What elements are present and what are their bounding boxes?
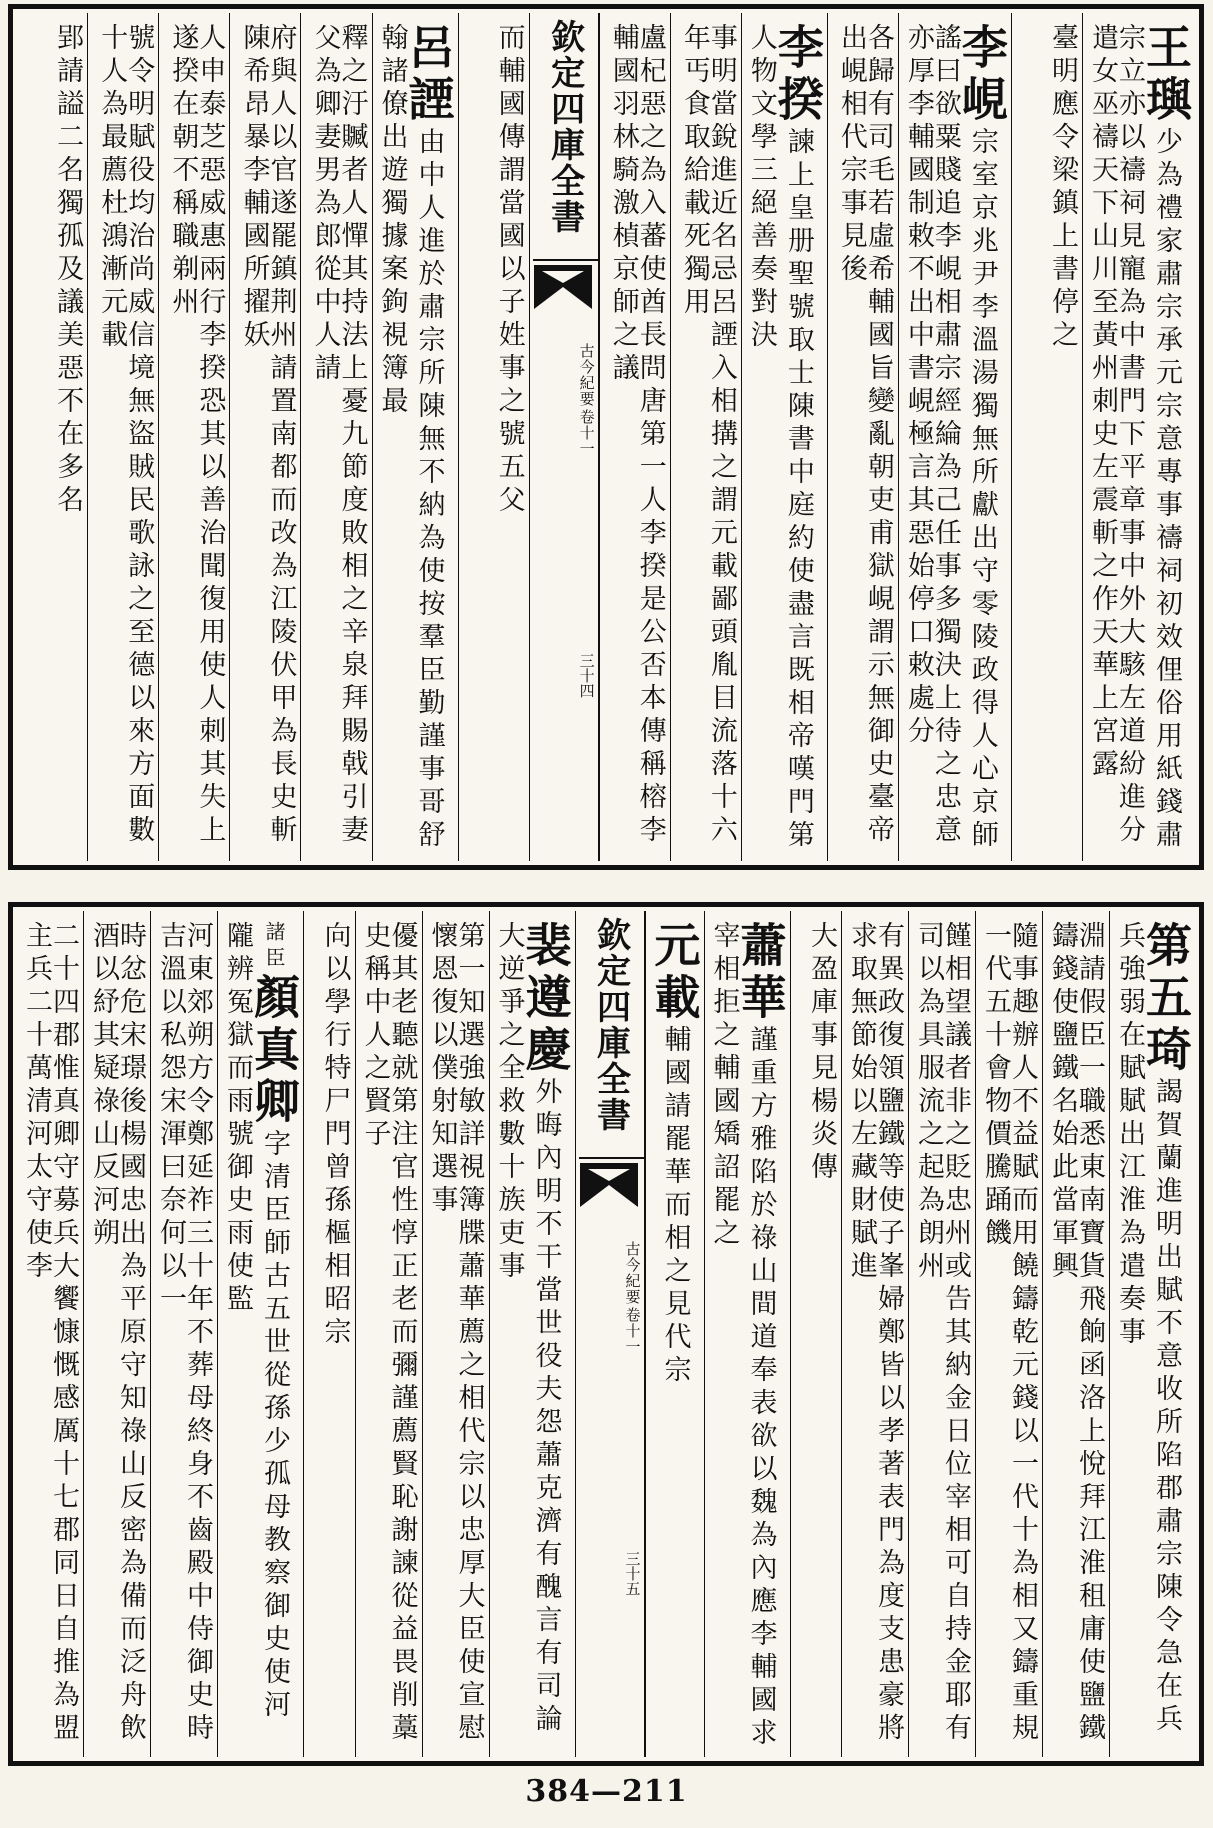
entry-name: 第五琦 <box>1139 921 1193 1077</box>
column-text: 時忿危宋璟後楊國忠出為平原守知祿山反密為備而泛舟飲酒以紓其疑祿山反河朔 <box>88 921 146 1746</box>
column-text: 二十四郡惟真卿守募兵大饗慷慨感厲十七郡同日自推為盟主兵二十萬清河太守使李 <box>21 921 79 1746</box>
text-column <box>827 13 898 861</box>
book-spine <box>575 911 645 1757</box>
column-text: 人申泰芝惡威惠兩行李揆恐其以善治聞復用使人刺其失上遂揆在朝不稱職剃州 <box>167 23 226 848</box>
text-column <box>372 13 458 861</box>
text-column <box>229 13 300 861</box>
entry-name: 李揆 <box>770 23 825 127</box>
column-text: 府與人以官遂罷鎮荆州請置南都而改為江陵伏甲為長史斬陳希昂暴李輔國所擢妖 <box>238 23 297 848</box>
column-text: 字清臣師古五世從孫少孤母教察御史使河隴辨冤獄而雨號御史雨使監 <box>222 921 290 1723</box>
column-prefix: 諸臣 <box>262 921 286 973</box>
text-column <box>1042 911 1109 1757</box>
text-column <box>645 911 704 1757</box>
fish-tail-mark-icon <box>534 265 592 309</box>
folio-number: 三十五 <box>623 1551 642 1596</box>
bottom-page <box>8 902 1204 1766</box>
page-number: 384—211 <box>525 1774 688 1809</box>
entry-name: 顏真卿 <box>247 973 301 1129</box>
column-text: 外晦內明不干當世役夫怨蕭克濟有醜言有司論大逆爭之全救數十族吏事 <box>493 921 562 1737</box>
text-column <box>422 911 489 1757</box>
text-column <box>599 13 670 861</box>
column-text: 宗室京兆尹李溫湯獨無所獻出守零陵政得人心京師謠曰欲粟賤追李峴相肅宗經綸為己任事多獨決上待之忠意亦厚李輔國制敕不出中書峴極言其惡始停口敕處分 <box>902 23 998 853</box>
spine-meta <box>530 343 598 457</box>
top-page <box>8 4 1204 870</box>
text-column <box>158 13 229 861</box>
column-text: 臺明應令梁鎮上書停之 <box>1047 23 1078 353</box>
text-column <box>83 911 150 1757</box>
book-title: 古今紀要 <box>623 1241 642 1305</box>
text-column <box>87 13 158 861</box>
column-text: 饉相望議者非之貶忠州或告其納金日位宰相可自持金耶有司以為具服流之起為朗州 <box>913 921 971 1746</box>
text-column <box>150 911 217 1757</box>
text-column <box>303 911 355 1757</box>
fish-tail-mark-icon <box>580 1163 638 1207</box>
column-text: 隨事趣辦人不益賦而用饒鑄乾元錢以一代十為相又鑄重規一代五十會物價騰踊饑 <box>980 921 1038 1746</box>
column-text: 向以學行特尸門曾孫樞相昭宗 <box>319 921 351 1350</box>
text-column <box>217 911 303 1757</box>
column-text: 有異政復領鹽鐵等使子峯婦鄭皆以孝著表門為度支患豪將求取無節始以左藏財賦進 <box>846 921 904 1746</box>
text-column <box>355 911 422 1757</box>
column-text: 各歸有司毛若虛希輔國旨變亂朝吏甫獄峴謂示無御史臺帝出峴相代宗事見後 <box>835 23 894 848</box>
column-text: 盧杞惡之為入蕃使酋長問唐第一人李揆是公否本傳稱榕李輔國羽林騎激楨京師之議 <box>607 23 666 848</box>
column-text: 而輔國傳謂當國以子姓事之號五父 <box>493 23 525 518</box>
column-text: 由中人進於肅宗所陳無不納為使按羣臣勤謹事哥舒翰諸僚出遊獨據案鉤視簿最 <box>376 23 445 853</box>
text-column <box>741 13 827 861</box>
column-text: 謁賀蘭進明出賦不意收所陷郡肅宗陳令急在兵兵強弱在賦賦出江淮為遣奏事 <box>1114 921 1182 1737</box>
volume-label: 卷十一 <box>623 1307 642 1355</box>
text-column <box>704 911 790 1757</box>
entry-name: 元載 <box>647 921 702 1025</box>
text-column <box>17 911 83 1757</box>
text-column <box>458 13 529 861</box>
text-column <box>975 911 1042 1757</box>
book-title: 古今紀要 <box>577 343 596 407</box>
column-text: 少為禮家肅宗承元宗意專事禱祠初效俚俗用紙錢肅宗立亦以禱祠見寵為中書門下平章事中外大駭左道紛進分遣女巫禱天下山川至黃州刺史左震斬之作天華上宮露 <box>1087 23 1182 853</box>
spine-meta <box>576 1241 644 1355</box>
spine-title: 欽定四庫全書 <box>533 13 598 261</box>
entry-name: 呂諲 <box>401 23 456 127</box>
column-text: 河東郊朔方令鄭延祚三十年不葬母終身不齒殿中侍御史時吉溫以私怨宋渾曰奈何以一 <box>155 921 213 1746</box>
text-column <box>17 13 87 861</box>
text-column <box>908 911 975 1757</box>
text-column <box>1082 13 1195 861</box>
entry-name: 王璵 <box>1139 23 1193 127</box>
text-column <box>898 13 1011 861</box>
column-text: 第一知選強敏詳視簿牒蕭華薦之相代宗以忠厚大臣使宣慰懷恩復以僕射知選事 <box>426 921 485 1746</box>
column-text: 優其老聽就第注官性惇正老而彌謹薦賢恥謝諫從益畏削藁史稱中人之賢子 <box>359 921 418 1746</box>
text-column <box>1109 911 1195 1757</box>
folio-number: 三十四 <box>577 653 596 698</box>
entry-name: 蕭華 <box>733 921 788 1025</box>
text-column <box>489 911 575 1757</box>
text-column <box>841 911 908 1757</box>
text-column <box>300 13 371 861</box>
column-text: 諫上皇册聖號取士陳書中庭約使盡言既相帝嘆門第人物文學三絕善奏對決 <box>745 23 814 853</box>
column-text: 謹重方雅陷於祿山間道奉表欲以魏為內應李輔國求宰相拒之輔國矯詔罷之 <box>708 921 777 1751</box>
book-spine <box>529 13 599 861</box>
text-column <box>790 911 842 1757</box>
column-text: 大盈庫事見楊炎傳 <box>806 921 837 1185</box>
bottom-columns <box>17 911 1195 1757</box>
column-text: 事明當銳進近名忌呂諲入相搆之謂元載鄙頭胤目流落十六年丐食取給載死獨用 <box>678 23 737 848</box>
text-column <box>1011 13 1082 861</box>
volume-label: 卷十一 <box>577 409 596 457</box>
column-text: 釋之汙贓者人憚其持法上憂九節度敗相之辛泉拜賜戟引妻父為卿妻男為郎從中人請 <box>309 23 368 848</box>
top-columns <box>17 13 1195 861</box>
entry-name: 裴遵慶 <box>518 921 573 1077</box>
spine-title: 欽定四庫全書 <box>579 911 644 1159</box>
column-text: 郢請謚二名獨孤及議美惡不在多名 <box>52 23 84 518</box>
column-text: 號令明賦役均治尚威信境無盜賊民歌詠之至德以來方面數十人為最薦杜鴻漸元載 <box>96 23 155 848</box>
column-text: 淵請假臣一職悉東南寶貨飛餉函洛上悅拜江淮租庸使鹽鐵鑄錢使鹽鐵名始此當軍興 <box>1047 921 1105 1746</box>
column-text: 輔國請罷華而相之見代宗 <box>659 1025 691 1388</box>
entry-name: 李峴 <box>954 23 1009 127</box>
text-column <box>670 13 741 861</box>
